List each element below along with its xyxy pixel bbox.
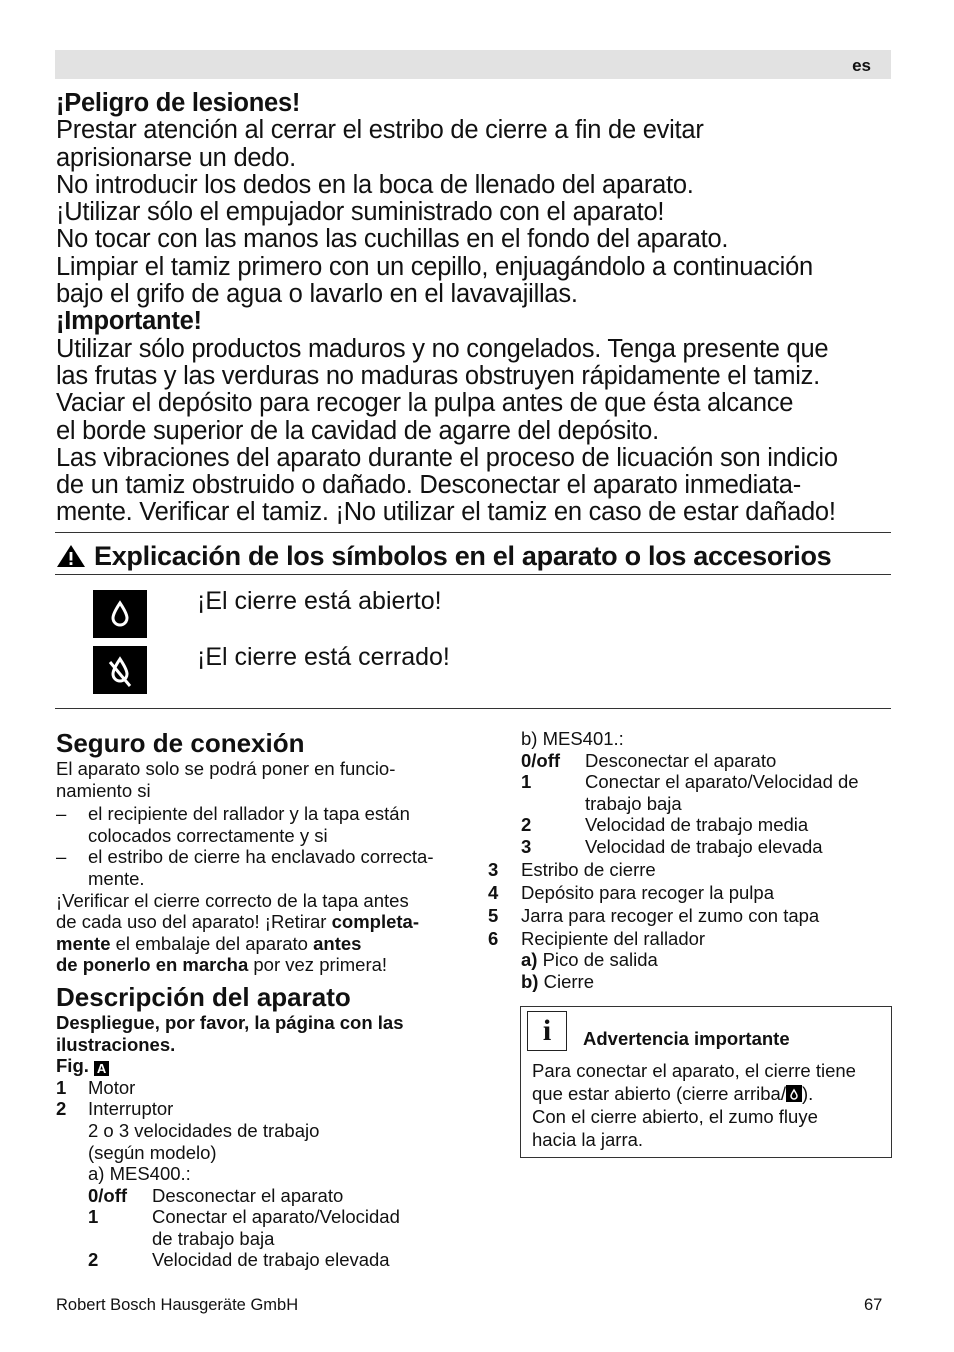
divider [55,532,891,533]
seguro-paragraph: mente el embalaje del aparato antes [56,932,362,954]
important-line: Utilizar sólo productos maduros y no congelados. Tenga presente que [56,334,829,363]
info-body: Para conectar el aparato, el cierre tiene que estar abierto (cierre arriba/ ). Con el cierre abierto, el zumo fluye hacia la jarra. [532,1060,856,1150]
danger-title: ¡Peligro de lesiones! [56,89,301,117]
part-item: 3 Estribo de cierre [488,858,656,880]
fig-reference: Fig. A [56,1055,466,1077]
info-icon: i [527,1011,567,1051]
important-line: Vaciar el depósito para recoger la pulpa antes de que ésta alcance [56,389,794,418]
important-line: las frutas y las verduras no maduras obstruyen rápidamente el tamiz. [56,361,820,390]
important-line: Las vibraciones del aparato durante el proceso de licuación son indicio [56,443,838,472]
seguro-intro: namiento si [56,779,151,801]
part-item: 5 Jarra para recoger el zumo con tapa [488,904,820,926]
info-box [520,1006,892,1158]
warning-triangle-icon [56,544,86,568]
part-item: 4 Depósito para recoger la pulpa [488,881,774,903]
lock-closed-text: ¡El cierre está cerrado! [197,643,450,671]
lock-open-mini-icon [786,1085,802,1102]
divider [55,574,891,575]
danger-line: Prestar atención al cerrar el estribo de cierre a fin de evitar [56,116,704,145]
seguro-paragraph: ¡Verificar el cierre correcto de la tapa antes [56,889,409,911]
speed-item: 0/off Desconectar el aparato [88,1184,344,1206]
danger-line: ¡Utilizar sólo el empujador suministrado con el aparato! [56,198,665,227]
seguro-heading: Seguro de conexión [56,728,305,758]
danger-line: bajo el grifo de agua o lavarlo en el lavavajillas. [56,280,578,309]
descripcion-sub: Despliegue, por favor, la página con las [56,1011,404,1033]
seguro-paragraph: de cada uso del aparato! ¡Retirar completa- [56,911,419,933]
danger-line: Limpiar el tamiz primero con un cepillo, enjuagándolo a continuación [56,252,813,281]
right-column [488,728,893,993]
language-code: es [852,56,871,75]
lock-closed-icon [93,646,147,694]
speed-item: 0/off Desconectar el aparato [521,749,777,771]
speed-item: 1 Conectar el aparato/Velocidad de trabajo baja [88,1206,400,1249]
lock-open-icon [93,590,147,638]
footer-company: Robert Bosch Hausgeräte GmbH [56,1296,299,1314]
seguro-paragraph: de ponerlo en marcha por vez primera! [56,954,388,976]
symbols-heading [56,541,831,572]
bullet-item: – el recipiente del rallador y la tapa están colocados correctamente y si [56,803,410,846]
symbols-heading-text: Explicación de los símbolos en el aparato o los accesorios [94,541,832,571]
fig-a-icon: A [94,1061,109,1076]
speeds-note: 2 o 3 velocidades de trabajo (según modelo) a) MES400.: 0/off Desconectar el aparato 1 Conectar el aparato/Velocidad de trabajo baja 2 Velocidad de trabajo elevada [88,1120,466,1271]
seguro-intro: El aparato solo se podrá poner en funcio- [56,758,396,779]
important-line: de un tamiz obstruido o dañado. Desconectar el aparato inmediata- [56,471,801,500]
page-number: 67 [864,1296,883,1314]
descripcion-heading: Descripción del aparato [56,981,351,1012]
part-item: 2 Interruptor [56,1098,174,1120]
speed-item: 2 Velocidad de trabajo elevada [88,1249,390,1271]
important-line: el borde superior de la cavidad de agarre del depósito. [56,416,659,445]
sub-items [521,949,893,992]
lock-open-text: ¡El cierre está abierto! [197,587,442,615]
sub-item: b) Cierre [521,971,594,993]
part-item: 6 Recipiente del rallador [488,927,706,949]
part-item: 1 Motor [56,1076,136,1098]
speed-item: 1 Conectar el aparato/Velocidad de trabajo baja [521,771,859,814]
header-bar [55,50,891,79]
speed-item: 3 Velocidad de trabajo elevada [521,835,823,857]
important-line: mente. Verificar el tamiz. ¡No utilizar el tamiz en caso de estar dañado! [56,498,836,527]
divider [55,708,891,709]
danger-line: No introducir los dedos en la boca de llenado del aparato. [56,170,694,199]
warnings-block [56,90,906,527]
left-column [56,728,466,1271]
important-title: ¡Importante! [56,307,202,336]
bullet-item: – el estribo de cierre ha enclavado correcta- mente. [56,846,434,889]
descripcion-sub: ilustraciones. [56,1033,176,1055]
mes401-block: b) MES401.: 0/off Desconectar el aparato 1 Conectar el aparato/Velocidad de trabajo baja 2 Velocidad de trabajo media 3 Velocidad de trabajo elevada [521,728,893,858]
speed-item: 2 Velocidad de trabajo media [521,814,809,836]
danger-line: No tocar con las manos las cuchillas en el fondo del aparato. [56,225,729,254]
danger-line: aprisionarse un dedo. [56,143,297,172]
info-title: Advertencia importante [583,1028,790,1049]
sub-item: a) Pico de salida [521,949,658,971]
